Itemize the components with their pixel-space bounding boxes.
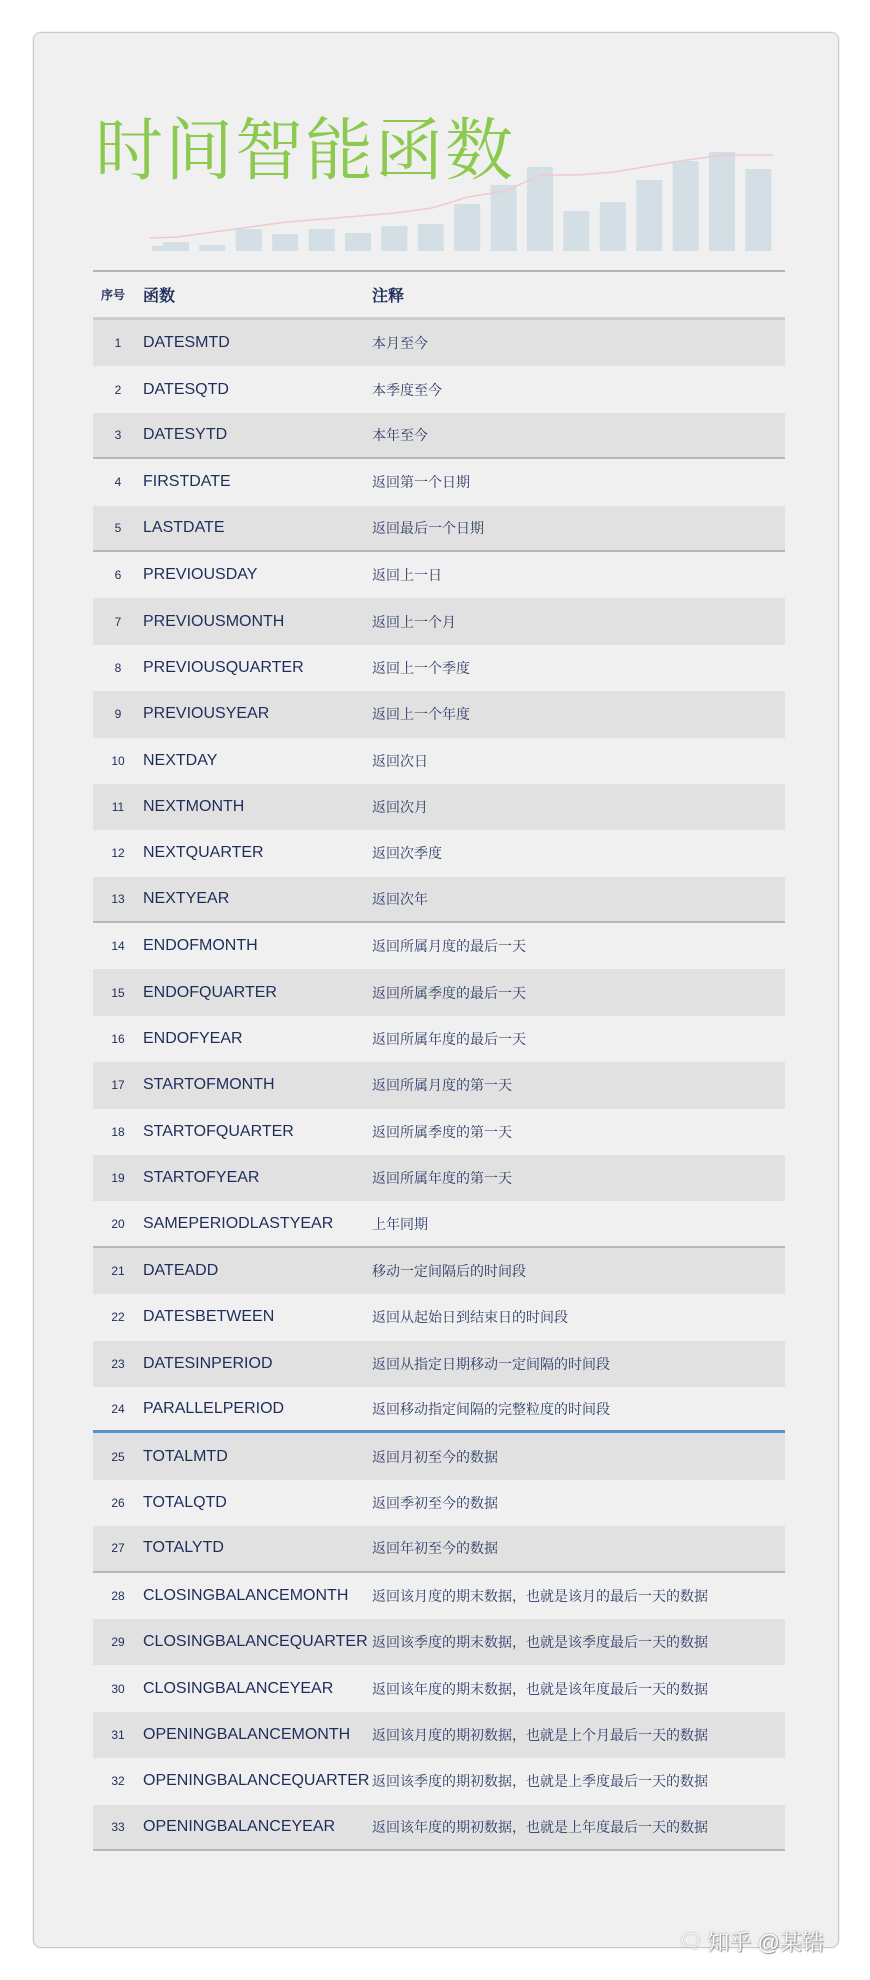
decorative-bar <box>636 180 662 251</box>
table-row <box>93 1712 785 1758</box>
table-row <box>93 784 785 830</box>
row-note: 返回次月 <box>372 799 428 816</box>
row-note: 返回该月度的期初数据，也就是上个月最后一天的数据 <box>372 1726 708 1743</box>
row-number: 26 <box>111 1495 125 1510</box>
row-function-name: STARTOFMONTH <box>143 1076 275 1094</box>
row-note: 移动一定间隔后的时间段 <box>372 1263 526 1279</box>
table-row <box>93 1155 785 1201</box>
table-row <box>93 1619 785 1665</box>
table-row <box>93 969 785 1015</box>
row-note: 返回该年度的期初数据，也就是上年度最后一天的数据 <box>372 1818 708 1835</box>
page-title: 时间智能函数 <box>95 112 516 191</box>
header-num: 序号 <box>101 288 126 302</box>
table-row <box>93 1016 785 1062</box>
header-function: 函数 <box>143 288 176 305</box>
table-row <box>93 645 785 691</box>
row-number: 29 <box>111 1635 125 1650</box>
row-number: 5 <box>114 520 122 535</box>
table-row <box>93 1109 785 1155</box>
row-number: 33 <box>111 1819 125 1834</box>
row-function-name: PREVIOUSYEAR <box>143 705 270 723</box>
row-function-name: DATEADD <box>143 1262 219 1279</box>
row-note: 返回最后一个日期 <box>372 519 484 536</box>
row-function-name: STARTOFYEAR <box>143 1169 260 1187</box>
row-function-name: NEXTMONTH <box>143 798 245 816</box>
row-function-name: CLOSINGBALANCEMONTH <box>143 1586 349 1604</box>
decorative-bar <box>454 204 480 251</box>
row-function-name: ENDOFYEAR <box>143 1030 243 1048</box>
decorative-bar <box>418 224 444 251</box>
row-function-name: ENDOFMONTH <box>143 937 258 955</box>
row-number: 19 <box>111 1171 125 1186</box>
table-row <box>93 413 785 459</box>
row-note: 返回月初至今的数据 <box>372 1448 498 1465</box>
row-note: 上年同期 <box>372 1215 428 1232</box>
row-number: 1 <box>114 336 122 351</box>
row-number: 3 <box>114 427 122 442</box>
row-note: 返回所属季度的第一天 <box>372 1123 512 1140</box>
row-function-name: PREVIOUSDAY <box>143 566 258 584</box>
table-row <box>93 598 785 644</box>
row-note: 返回上一个年度 <box>372 706 470 723</box>
row-note: 返回所属年度的最后一天 <box>372 1031 526 1048</box>
row-function-name: NEXTDAY <box>143 751 218 769</box>
row-function-name: PREVIOUSMONTH <box>143 612 285 630</box>
table-row <box>93 552 785 598</box>
row-number: 32 <box>111 1774 125 1789</box>
row-function-name: NEXTYEAR <box>143 889 230 907</box>
table-row <box>93 459 785 505</box>
row-number: 8 <box>114 660 122 675</box>
row-number: 18 <box>111 1124 125 1139</box>
row-number: 24 <box>111 1401 125 1416</box>
table-row <box>93 923 785 969</box>
row-note: 本年至今 <box>372 426 428 443</box>
row-number: 31 <box>111 1727 125 1742</box>
row-note: 返回从起始日到结束日的时间段 <box>372 1309 568 1326</box>
row-number: 27 <box>111 1541 125 1556</box>
row-number: 23 <box>111 1356 125 1371</box>
row-function-name: OPENINGBALANCEYEAR <box>143 1817 336 1835</box>
row-function-name: OPENINGBALANCEMONTH <box>143 1725 351 1743</box>
watermark <box>678 1926 824 1957</box>
row-number: 6 <box>114 568 122 583</box>
table-row <box>93 320 785 366</box>
watermark-text: 知乎 @某锆 <box>707 1930 824 1955</box>
row-function-name: TOTALQTD <box>143 1493 227 1511</box>
table-row <box>93 877 785 923</box>
row-number: 15 <box>111 985 125 1000</box>
row-number: 13 <box>111 891 125 906</box>
row-function-name: ENDOFQUARTER <box>143 983 277 1001</box>
row-function-name: PREVIOUSQUARTER <box>143 658 304 676</box>
row-number: 17 <box>111 1078 125 1093</box>
row-number: 4 <box>114 475 122 490</box>
row-note: 返回年初至今的数据 <box>372 1540 498 1557</box>
row-function-name: TOTALYTD <box>143 1539 224 1557</box>
row-note: 返回次日 <box>372 752 428 769</box>
row-note: 返回上一个月 <box>372 613 456 630</box>
table-row <box>93 1341 785 1387</box>
row-number: 30 <box>111 1681 125 1696</box>
row-note: 返回移动指定间隔的完整粒度的时间段 <box>372 1400 610 1417</box>
row-number: 16 <box>111 1032 125 1047</box>
row-function-name: PARALLELPERIOD <box>143 1399 285 1417</box>
table-row <box>93 1248 785 1294</box>
table-row <box>93 366 785 412</box>
row-note: 返回第一个日期 <box>372 474 470 491</box>
row-note: 返回该月度的期末数据，也就是该月的最后一天的数据 <box>372 1587 708 1604</box>
decorative-bar <box>491 185 517 251</box>
row-number: 11 <box>111 800 125 815</box>
row-function-name: CLOSINGBALANCEYEAR <box>143 1679 334 1697</box>
row-number: 9 <box>114 707 122 722</box>
row-note: 返回该年度的期末数据，也就是该年度最后一天的数据 <box>372 1680 708 1697</box>
row-number: 21 <box>111 1264 125 1278</box>
row-function-name: LASTDATE <box>143 518 225 536</box>
table-row <box>93 1805 785 1851</box>
row-function-name: DATESQTD <box>143 380 229 398</box>
row-function-name: CLOSINGBALANCEQUARTER <box>143 1633 368 1651</box>
row-note: 返回从指定日期移动一定间隔的时间段 <box>372 1355 610 1372</box>
row-function-name: OPENINGBALANCEQUARTER <box>143 1772 370 1790</box>
row-number: 14 <box>111 939 125 954</box>
table-row <box>93 1573 785 1619</box>
table-row <box>93 1387 785 1433</box>
table-row <box>93 1294 785 1340</box>
wechat-icon: 🗨 <box>678 1931 704 1953</box>
row-function-name: DATESINPERIOD <box>143 1354 273 1372</box>
row-function-name: DATESYTD <box>143 425 228 443</box>
row-number: 2 <box>114 382 122 397</box>
row-note: 返回所属月度的最后一天 <box>372 938 526 955</box>
row-note: 返回次季度 <box>372 845 442 862</box>
decorative-bar <box>272 234 298 251</box>
table-row <box>93 1758 785 1804</box>
table-row <box>93 506 785 552</box>
table-row <box>93 1062 785 1108</box>
table-body <box>93 320 785 1851</box>
decorative-bar <box>309 229 335 251</box>
header-note: 注释 <box>372 288 405 305</box>
table-row <box>93 1201 785 1247</box>
table-row <box>93 691 785 737</box>
row-function-name: TOTALMTD <box>143 1447 228 1465</box>
row-function-name: STARTOFQUARTER <box>143 1122 294 1140</box>
row-function-name: DATESMTD <box>143 334 230 352</box>
table-row <box>93 1433 785 1479</box>
row-note: 本月至今 <box>372 335 428 352</box>
decorative-bar <box>709 152 735 251</box>
decorative-bar <box>199 245 225 251</box>
decorative-bar <box>163 242 189 251</box>
row-function-name: SAMEPERIODLASTYEAR <box>143 1214 334 1232</box>
row-note: 返回该季度的期初数据，也就是上季度最后一天的数据 <box>372 1773 708 1790</box>
row-note: 返回上一个季度 <box>372 659 470 676</box>
table-row <box>93 830 785 876</box>
decorative-bar <box>563 211 589 251</box>
decorative-bar <box>345 233 371 251</box>
row-function-name: FIRSTDATE <box>143 473 231 491</box>
row-number: 12 <box>111 846 125 861</box>
decorative-bar <box>745 169 771 251</box>
decorative-bar <box>381 226 407 251</box>
row-number: 10 <box>111 753 125 768</box>
row-note: 返回上一日 <box>372 567 442 584</box>
row-function-name: NEXTQUARTER <box>143 844 264 862</box>
row-note: 返回所属月度的第一天 <box>372 1077 512 1094</box>
row-number: 28 <box>111 1588 125 1603</box>
function-table <box>93 270 785 1851</box>
row-function-name: DATESBETWEEN <box>143 1308 275 1326</box>
row-note: 返回所属季度的最后一天 <box>372 984 526 1001</box>
row-note: 返回季初至今的数据 <box>372 1494 498 1511</box>
row-note: 返回次年 <box>372 890 428 907</box>
decorative-bar <box>600 202 626 251</box>
row-number: 7 <box>114 614 122 629</box>
table-row <box>93 738 785 784</box>
decorative-bar <box>236 229 262 251</box>
table-row <box>93 1526 785 1572</box>
table-row <box>93 1480 785 1526</box>
row-note: 返回该季度的期末数据，也就是该季度最后一天的数据 <box>372 1634 708 1651</box>
row-number: 22 <box>111 1310 125 1325</box>
row-note: 返回所属年度的第一天 <box>372 1170 512 1187</box>
decorative-bar <box>673 161 699 251</box>
row-number: 25 <box>111 1449 125 1464</box>
row-note: 本季度至今 <box>372 381 442 398</box>
row-number: 20 <box>111 1216 125 1231</box>
table-row <box>93 1665 785 1711</box>
